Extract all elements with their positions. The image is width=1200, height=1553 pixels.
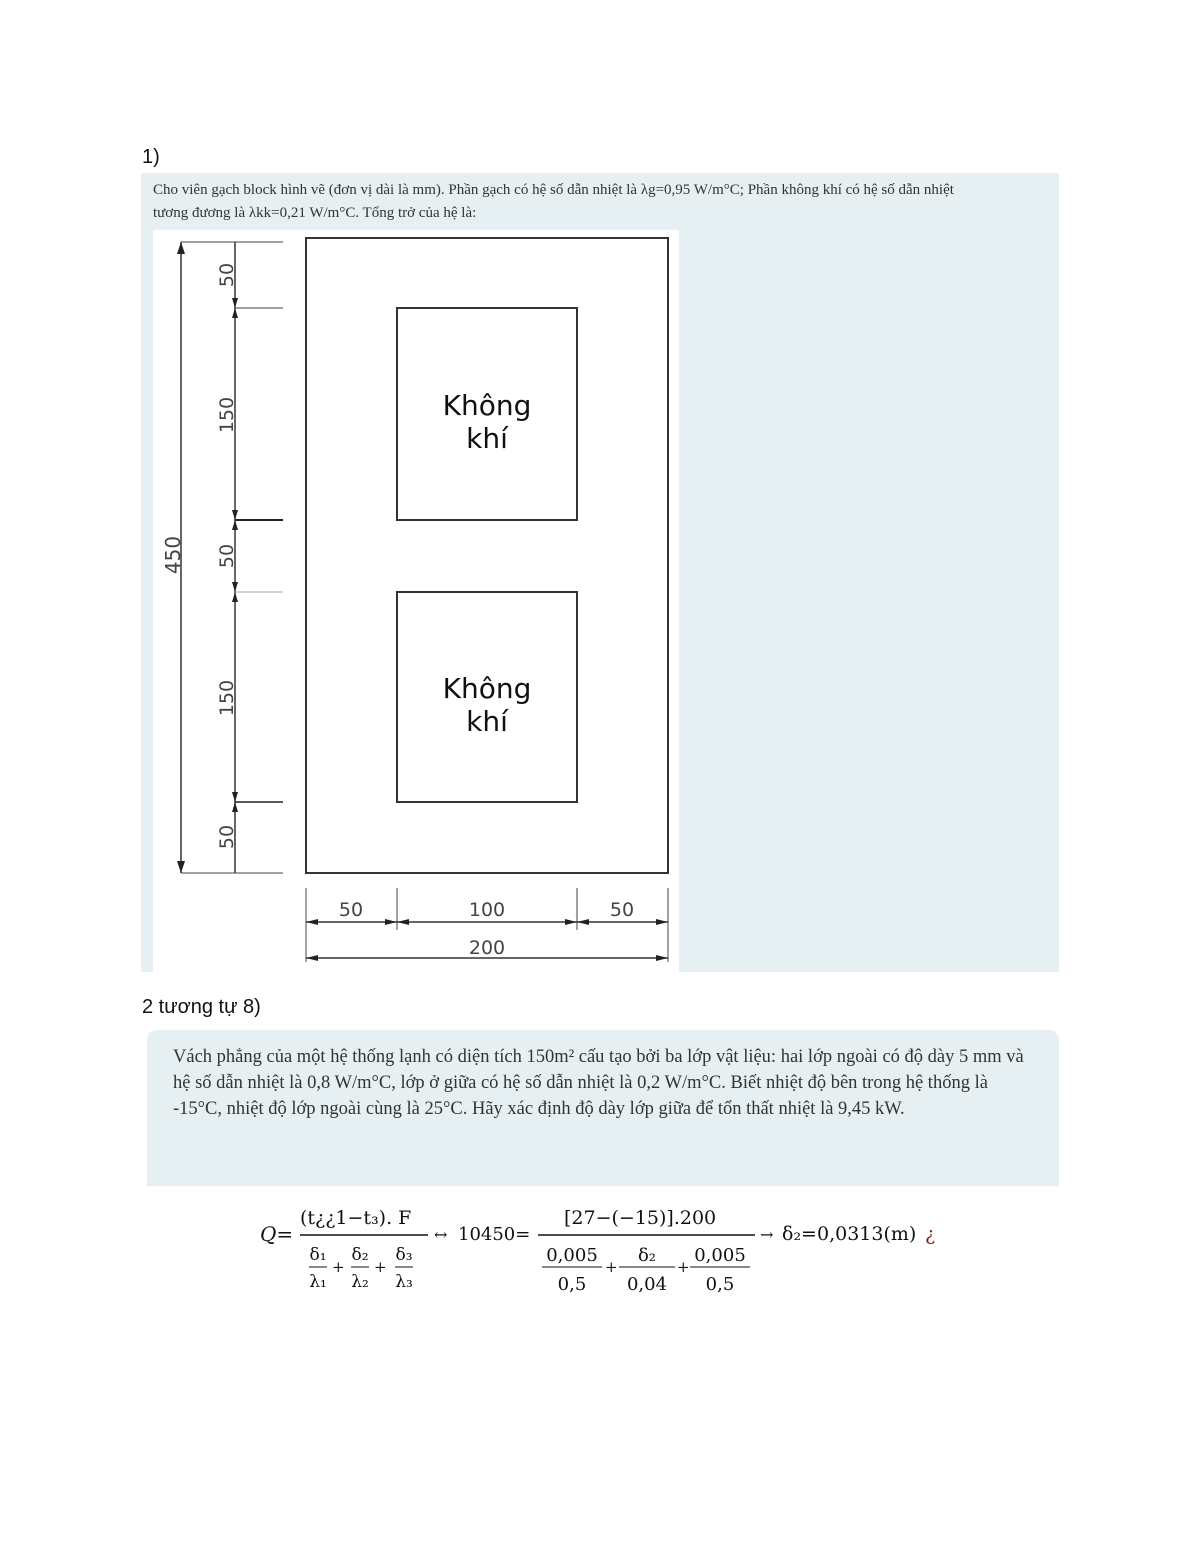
air-label-top-line1: Không	[442, 389, 532, 422]
den2-num-1: 0,005	[546, 1245, 598, 1266]
den1-num-2: δ₂	[351, 1245, 369, 1265]
formula-mid-lhs: 10450=	[458, 1224, 531, 1245]
dimension-segments-vertical	[232, 242, 283, 873]
den2-plus-2: +	[677, 1258, 690, 1276]
den1-den-1: λ₁	[309, 1272, 327, 1292]
dim-h-1: 50	[338, 899, 364, 921]
den2-plus-1: +	[605, 1258, 618, 1276]
formula-numerator-1: (t¿¿1−t₃). F	[300, 1207, 412, 1229]
den1-plus-1: +	[332, 1258, 345, 1276]
air-label-bottom-line1: Không	[442, 672, 532, 705]
question-2-label: 2 tương tự 8)	[142, 996, 261, 1018]
solution-formula	[260, 1195, 960, 1305]
dim-v-4: 150	[216, 679, 238, 717]
dim-total-height-label: 450	[161, 535, 185, 575]
formula-arrow-2: →	[760, 1225, 774, 1244]
formula-artifact-char: ¿	[925, 1223, 936, 1245]
den2-den-1: 0,5	[557, 1274, 587, 1295]
den2-num-2: δ₂	[637, 1245, 657, 1266]
question-1-label: 1)	[142, 146, 160, 168]
formula-lhs: Q=	[260, 1222, 294, 1246]
dim-v-3: 50	[216, 543, 238, 569]
air-label-bottom-line2: khí	[466, 705, 508, 738]
den1-num-1: δ₁	[309, 1245, 327, 1265]
question-1-text-line2: tương đương là λkk=0,21 W/m°C. Tổng trở của hệ là:	[153, 205, 477, 221]
question-1-text-line1: Cho viên gạch block hình vẽ (đơn vị dài là mm). Phần gạch có hệ số dẫn nhiệt là λg=0,95 W/m°C; Phần không khí có hệ số dẫn nhiệt	[153, 182, 954, 198]
dim-total-width-label: 200	[468, 937, 506, 959]
question-2-panel	[147, 1030, 1059, 1186]
block-drawing	[153, 230, 679, 972]
den1-den-2: λ₂	[351, 1272, 369, 1292]
brick-outline	[306, 238, 668, 873]
question-1-panel	[141, 173, 1059, 972]
air-label-top-line2: khí	[466, 422, 508, 455]
formula-numerator-2: [27−(−15)].200	[564, 1207, 717, 1229]
den2-den-2: 0,04	[626, 1274, 668, 1295]
den1-plus-2: +	[374, 1258, 387, 1276]
den2-den-3: 0,5	[705, 1274, 735, 1295]
dim-h-3: 50	[609, 899, 635, 921]
den1-num-3: δ₃	[395, 1245, 413, 1265]
question-1-text	[153, 179, 1043, 225]
den1-den-3: λ₃	[395, 1272, 413, 1292]
formula-result: δ₂=0,0313(m)	[782, 1223, 917, 1245]
block-drawing-svg	[153, 230, 679, 972]
formula-arrow-1: ↔	[434, 1225, 448, 1244]
dim-v-1: 50	[216, 262, 238, 288]
dim-h-2: 100	[468, 899, 506, 921]
dim-v-5: 50	[216, 824, 238, 850]
den2-num-3: 0,005	[694, 1245, 746, 1266]
dim-v-2: 150	[216, 396, 238, 434]
question-2-text: Vách phẳng của một hệ thống lạnh có diện tích 150m² cấu tạo bởi ba lớp vật liệu: hai lớp ngoài có độ dày 5 mm và hệ số dẫn nhiệt là 0,8 W/m°C, lớp ở giữa có hệ số dẫn nhiệt là 0,2 W/m°C. Biết nhiệt độ bên trong hệ thống là -15°C, nhiệt độ lớp ngoài cùng là 25°C. Hãy xác định độ dày lớp giữa để tổn thất nhiệt là 9,45 kW.	[173, 1047, 1024, 1119]
formula-svg	[260, 1195, 960, 1305]
